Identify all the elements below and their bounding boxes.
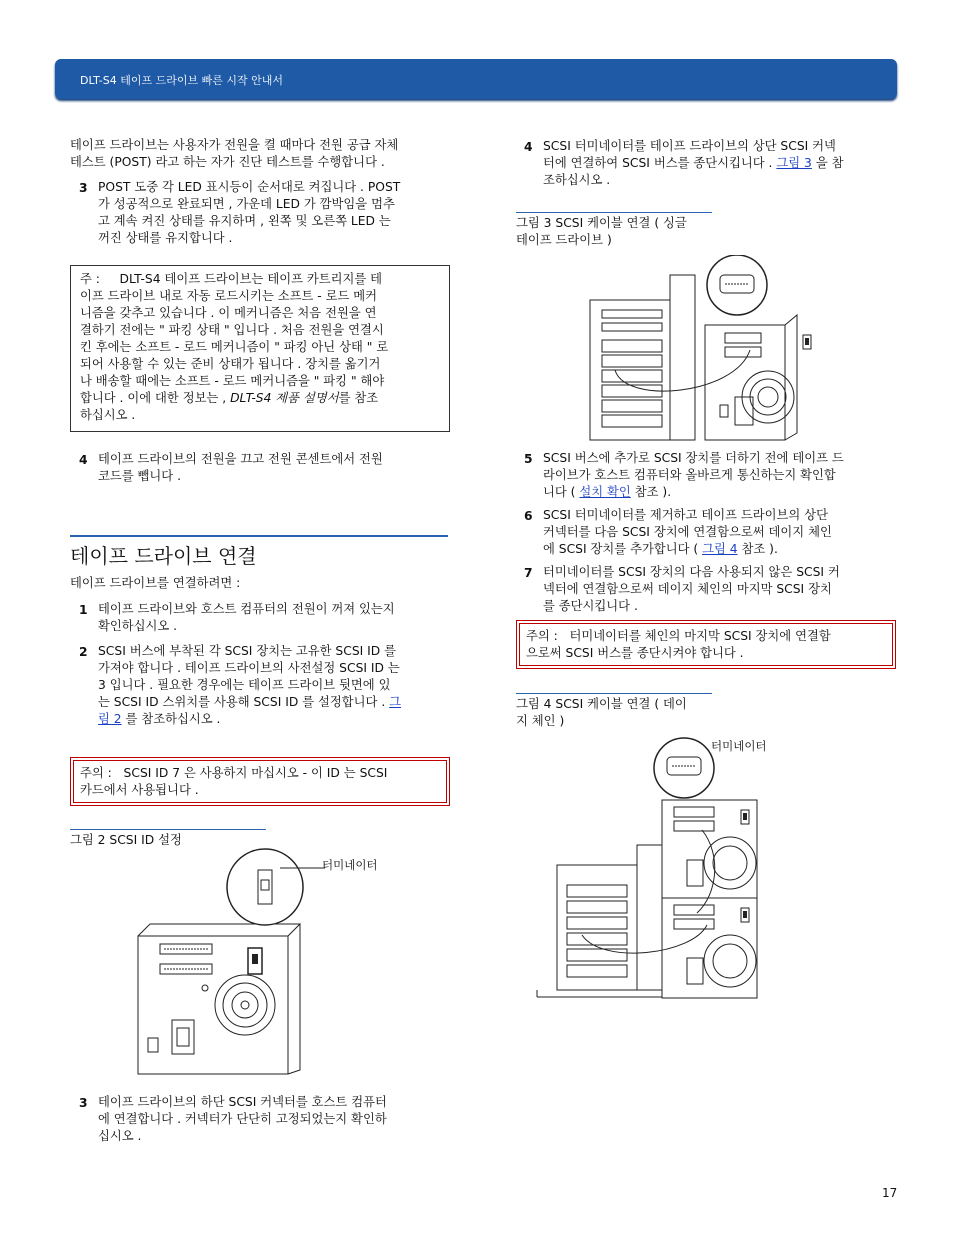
step-line: 테이프 드라이브와 호스트 컴퓨터의 전원이 꺼져 있는지 — [98, 602, 395, 616]
caution-text — [80, 765, 442, 799]
note-label: 주 : — [80, 272, 100, 286]
step-number: 1 — [79, 603, 88, 617]
scsi-id-diagram — [130, 840, 400, 1080]
figure-4-link[interactable]: 그림 4 — [702, 542, 738, 556]
step-line: 3 입니다 . 필요한 경우에는 테이프 드라이브 뒷면에 있 — [98, 678, 391, 692]
step-line: 참조 ). — [741, 542, 778, 556]
figure-2-link[interactable]: 림 2 — [98, 712, 122, 726]
intro-text — [70, 137, 398, 171]
step-line: 니다 ( — [543, 485, 576, 499]
intro-line: 테스트 (POST) 라고 하는 자가 진단 테스트를 수행합니다 . — [70, 155, 385, 169]
step-line: SCSI 버스에 추가로 SCSI 장치를 더하기 전에 테이프 드 — [543, 451, 844, 465]
figure-3-link[interactable]: 그림 3 — [776, 156, 812, 170]
step-line: 고 계속 켜진 상태를 유지하며 , 왼쪽 및 오른쪽 LED 는 — [98, 214, 391, 228]
step-line: 테이프 드라이브의 하단 SCSI 커넥터를 호스트 컴퓨터 — [98, 1095, 387, 1109]
step-number: 2 — [79, 645, 88, 659]
note-line: 되어 사용할 수 있는 준비 상태가 됩니다 . 장치를 옮기거 — [80, 357, 381, 371]
step-line: SCSI 터미네이터를 테이프 드라이브의 상단 SCSI 커넥 — [543, 139, 836, 153]
figure-2-link[interactable]: 그 — [389, 695, 402, 709]
step-line: 커넥터를 다음 SCSI 장치에 연결함으로써 데이지 체인 — [543, 525, 832, 539]
step-number: 6 — [524, 509, 533, 523]
step-number: 5 — [524, 452, 533, 466]
step-line: 라이브가 호스트 컴퓨터와 올바르게 통신하는지 확인합 — [543, 468, 836, 482]
step-line: 꺼진 상태를 유지합니다 . — [98, 231, 233, 245]
daisy-chain-cabling-diagram — [532, 735, 777, 1000]
step-line: 넥터에 연결함으로써 데이지 체인의 마지막 SCSI 장치 — [543, 582, 832, 596]
step-line: 터에 연결하여 SCSI 버스를 종단시킵니다 . — [543, 156, 773, 170]
intro-line: 테이프 드라이브는 사용자가 전원을 켤 때마다 전원 공급 자체 — [70, 138, 399, 152]
note-text — [80, 271, 442, 424]
figure-rule — [516, 212, 712, 213]
note-line: 이프 드라이브 내로 자동 로드시키는 소프트 - 로드 메커 — [80, 289, 378, 303]
step-number: 4 — [524, 140, 533, 154]
caption-line: 지 체인 ) — [516, 714, 565, 728]
section-title: 테이프 드라이브 연결 — [70, 544, 257, 568]
connect-step-3 — [98, 1094, 387, 1145]
step-line: SCSI 버스에 부착된 각 SCSI 장치는 고유한 SCSI ID 를 — [98, 644, 397, 658]
caution-line: 카드에서 사용됩니다 . — [80, 783, 199, 797]
step-line: 참조 ). — [634, 485, 672, 499]
step-line: 코드를 뺍니다 . — [98, 469, 181, 483]
note-line: DLT-S4 테이프 드라이브는 테이프 카트리지를 테 — [119, 272, 383, 286]
step-line: 를 종단시킵니다 . — [543, 599, 638, 613]
terminator-label: 터미네이터 — [711, 739, 767, 753]
note-line: 나 배송할 때에는 소프트 - 로드 메커니즘을 " 파킹 " 해야 — [80, 374, 385, 388]
note-line: 결하기 전에는 " 파킹 상태 " 입니다 . 처음 전원을 연결시 — [80, 323, 384, 337]
figure-rule — [516, 693, 712, 694]
note-line: 킨 후에는 소프트 - 로드 메커니즘이 " 파킹 아닌 상태 " 로 — [80, 340, 389, 354]
header-title: DLT-S4 테이프 드라이브 빠른 시작 안내서 — [80, 74, 283, 87]
caution-label: 주의 : — [80, 766, 112, 780]
step-line: 테이프 드라이브의 전원을 끄고 전원 콘센트에서 전원 — [98, 452, 383, 466]
section-intro: 테이프 드라이브를 연결하려면 : — [70, 576, 241, 590]
step-3-text — [98, 179, 400, 247]
caution-text — [526, 628, 888, 662]
step-number: 3 — [79, 1096, 88, 1110]
step-number: 3 — [79, 181, 88, 195]
figure-4-caption — [516, 696, 687, 730]
step-4-text — [98, 451, 383, 485]
connect-step-6 — [543, 507, 832, 558]
step-line: 조하십시오 . — [543, 173, 611, 187]
step-line: 에 SCSI 장치를 추가합니다 ( — [543, 542, 699, 556]
caption-line: 그림 3 SCSI 케이블 연결 ( 싱글 — [516, 216, 687, 230]
step-line: 확인하십시오 . — [98, 619, 178, 633]
connect-step-5 — [543, 450, 844, 501]
caption-line: 그림 4 SCSI 케이블 연결 ( 데이 — [516, 697, 687, 711]
step-line: 십시오 . — [98, 1129, 142, 1143]
manual-title: DLT-S4 제품 설명서 — [230, 391, 339, 405]
terminator-label: 터미네이터 — [322, 858, 378, 872]
step-line: 를 참조하십시오 . — [125, 712, 221, 726]
note-line: 니즘을 갖추고 있습니다 . 이 메커니즘은 처음 전원을 연 — [80, 306, 377, 320]
step-number: 7 — [524, 566, 533, 580]
caution-line: SCSI ID 7 은 사용하지 마십시오 - 이 ID 는 SCSI — [123, 766, 388, 780]
connect-step-4 — [543, 138, 843, 189]
single-drive-cabling-diagram — [585, 255, 825, 445]
connect-step-1 — [98, 601, 395, 635]
step-number: 4 — [79, 453, 88, 467]
note-line: 하십시오 . — [80, 408, 136, 422]
page-number: 17 — [882, 1186, 898, 1200]
verify-install-link[interactable]: 설치 확인 — [579, 485, 631, 499]
step-line: 는 SCSI ID 스위치를 사용해 SCSI ID 를 설정합니다 . — [98, 695, 386, 709]
step-line: 가 성공적으로 완료되면 , 가운데 LED 가 깜박임을 멈추 — [98, 197, 395, 211]
figure-2-caption: 그림 2 SCSI ID 설정 — [70, 833, 182, 847]
note-line: 합니다 . 이에 대한 정보는 , — [80, 391, 227, 405]
connect-step-2 — [98, 643, 401, 728]
step-line: 터미네이터를 SCSI 장치의 다음 사용되지 않은 SCSI 커 — [543, 565, 840, 579]
step-line: POST 도중 각 LED 표시등이 순서대로 켜집니다 . POST — [98, 180, 401, 194]
step-line: SCSI 터미네이터를 제거하고 테이프 드라이브의 상단 — [543, 508, 828, 522]
caution-line: 터미네이터를 체인의 마지막 SCSI 장치에 연결함 — [569, 629, 831, 643]
step-line: 에 연결합니다 . 커넥터가 단단히 고정되었는지 확인하 — [98, 1112, 387, 1126]
caption-line: 테이프 드라이브 ) — [516, 233, 612, 247]
figure-3-caption — [516, 215, 687, 249]
caution-label: 주의 : — [526, 629, 558, 643]
step-line: 을 참 — [815, 156, 844, 170]
connect-step-7 — [543, 564, 840, 615]
section-rule — [70, 535, 448, 537]
note-line: 를 참조 — [338, 391, 379, 405]
caution-line: 으로써 SCSI 버스를 종단시켜야 합니다 . — [526, 646, 744, 660]
figure-rule — [70, 829, 266, 830]
step-line: 가져야 합니다 . 테이프 드라이브의 사전설정 SCSI ID 는 — [98, 661, 400, 675]
